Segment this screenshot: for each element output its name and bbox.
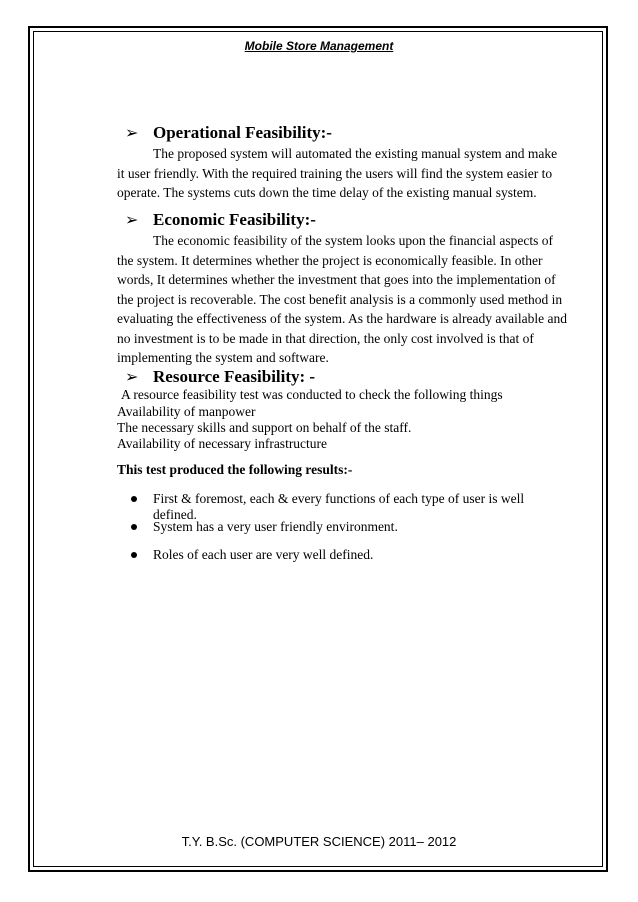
heading-label: Economic Feasibility:- (153, 210, 316, 229)
heading-label: Resource Feasibility: - (153, 367, 316, 386)
arrow-bullet-icon: ➢ (125, 123, 139, 142)
section-resource (117, 366, 567, 388)
bullet-dot-icon (131, 552, 137, 558)
bullet-dot-icon (131, 524, 137, 530)
resource-line: The necessary skills and support on behalf of the staff. (117, 420, 412, 435)
section-heading (117, 366, 567, 388)
page-header: Mobile Store Management (244, 39, 394, 53)
results-list (117, 491, 567, 575)
resource-intro: A resource feasibility test was conducted to check the following things (121, 387, 503, 402)
list-item (117, 491, 567, 522)
bullet-dot-icon (131, 496, 137, 502)
list-item (117, 519, 567, 547)
list-item-text: Roles of each user are very well defined. (153, 547, 374, 562)
heading-label: Operational Feasibility:- (153, 123, 332, 142)
arrow-bullet-icon: ➢ (125, 367, 139, 386)
resource-line: Availability of necessary infrastructure (117, 436, 328, 451)
section-heading (117, 209, 567, 231)
section-operational (117, 122, 567, 203)
section-economic (117, 209, 567, 368)
section-paragraph: The economic feasibility of the system looks upon the financial aspects of the system. It determines whether the project is economically feasible. In other words, It determines whether the investment that goes into the implementation of the project is recoverable. The cost benefit analysis is a commonly used method in evaluating the effectiveness of the system. As the hardware is already available and no investment is to be made in that direction, the only cost involved is that of implementing the system and software. (117, 233, 567, 365)
list-item-text: First & foremost, each & every functions of each type of user is well defined. (153, 491, 525, 522)
list-item-text: System has a very user friendly environment. (153, 519, 398, 534)
section-paragraph: The proposed system will automated the existing manual system and make it user friendly. With the required training the users will find the system easier to operate. The systems cuts down the time delay of the existing manual system. (117, 146, 558, 200)
arrow-bullet-icon: ➢ (125, 210, 139, 229)
results-heading: This test produced the following results:- (117, 462, 353, 477)
section-heading (117, 122, 567, 144)
list-item (117, 547, 567, 575)
page-footer: T.Y. B.Sc. (COMPUTER SCIENCE) 2011– 2012 (181, 834, 457, 849)
resource-line: Availability of manpower (117, 404, 256, 419)
